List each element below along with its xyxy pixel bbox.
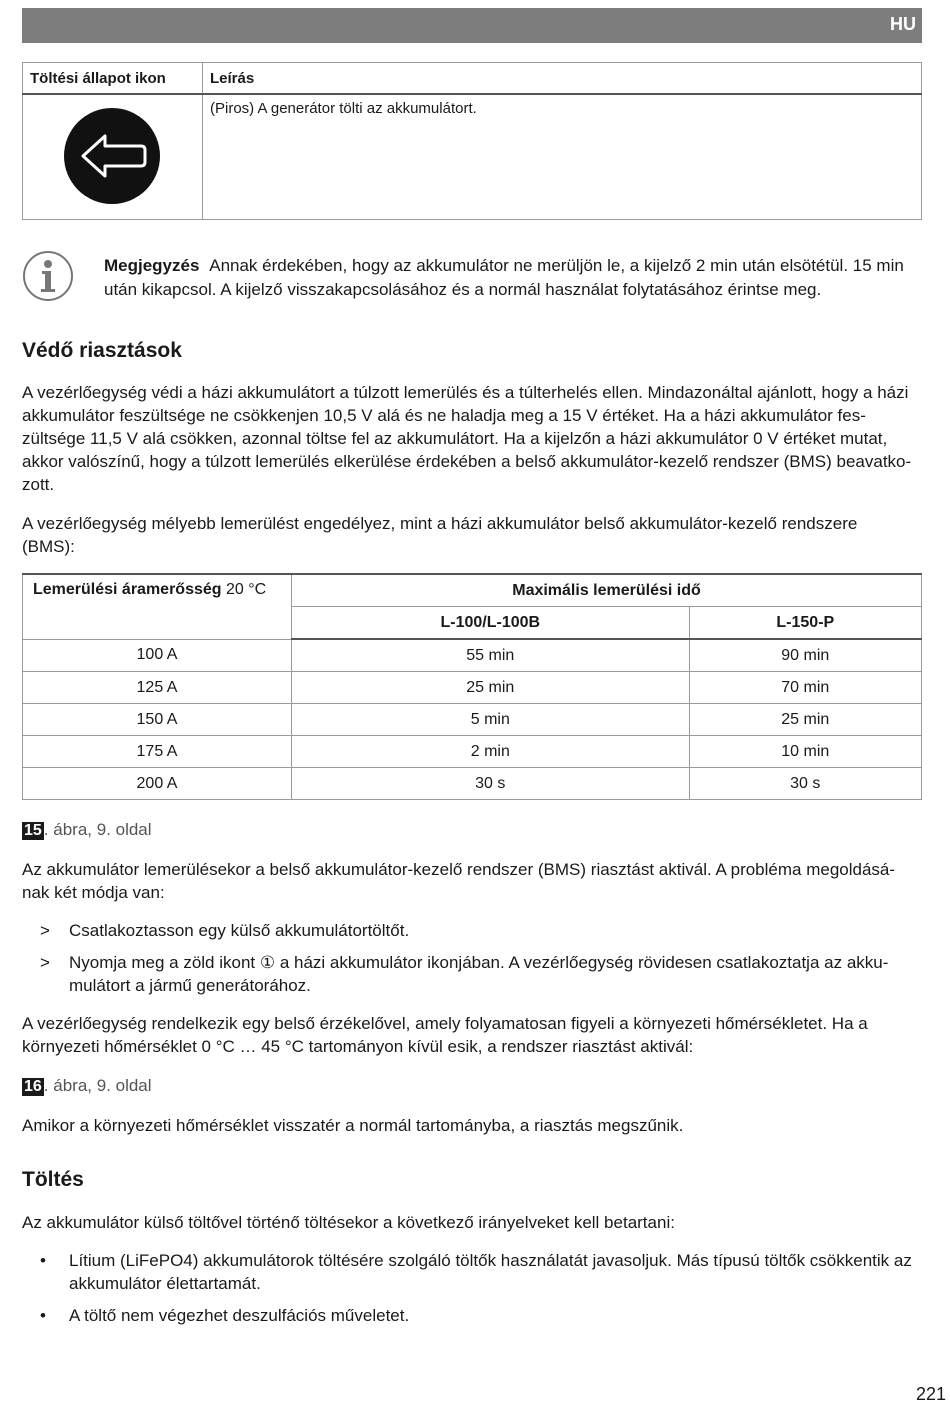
- step-marker: >: [40, 921, 50, 940]
- table-cell: 5 min: [292, 704, 690, 736]
- col-header-model: L-100/L-100B: [292, 607, 690, 640]
- table-cell: 70 min: [689, 672, 921, 704]
- list-item: [22, 1249, 912, 1295]
- figure-number: 16: [24, 1078, 42, 1095]
- col-header-icon: Töltési állapot ikon: [23, 63, 203, 95]
- table-row: [23, 736, 922, 768]
- table-cell: 25 min: [689, 704, 921, 736]
- table-cell: 175 A: [23, 736, 292, 768]
- list-item-text: Nyomja meg a zöld ikont ① a házi akkumulátor ikonjában. A vezérlőegység rövidesen csatlakoztatja az akkumulátort a jármű generátorához.: [69, 953, 889, 995]
- bullet-marker: •: [40, 1306, 46, 1325]
- figure-reference-text: . ábra, 9. oldal: [43, 820, 152, 839]
- language-code: HU: [890, 14, 916, 34]
- table-cell: 100 A: [23, 639, 292, 672]
- list-item: [22, 1304, 912, 1327]
- discharge-time-table: [22, 573, 922, 800]
- table-cell: 25 min: [292, 672, 690, 704]
- col-header-max-discharge-time: Maximális lemerülési idő: [292, 574, 922, 607]
- table-cell: 30 s: [689, 768, 921, 800]
- table-cell: 150 A: [23, 704, 292, 736]
- paragraph: Az akkumulátor lemerülésekor a belső akkumulátor-kezelő rendszer (BMS) riasztást aktivál. A probléma megoldásának két módja van:: [22, 860, 896, 902]
- note-body: Annak érdekében, hogy az akkumulátor ne merüljön le, a kijelző 2 min után elsötétül. 15 min után kikapcsol. A kijelző visszakapcsolásához és a normál használat folytatásához érintse meg.: [104, 256, 904, 299]
- table-cell: 55 min: [292, 639, 690, 672]
- paragraph: Amikor a környezeti hőmérséklet visszatér a normál tartományba, a riasztás megszűnik.: [22, 1116, 684, 1135]
- arrow-left-icon: [63, 107, 161, 205]
- table-row: [23, 704, 922, 736]
- table-cell: 125 A: [23, 672, 292, 704]
- paragraph: A vezérlőegység mélyebb lemerülést engedélyez, mint a házi akkumulátor belső akkumulátor-kezelő rendszere (BMS):: [22, 514, 858, 556]
- bullet-list: [22, 1249, 912, 1336]
- step-marker: >: [40, 953, 50, 972]
- table-row: [23, 94, 922, 220]
- figure-reference-15: [22, 820, 152, 840]
- col-header-model: L-150-P: [689, 607, 921, 640]
- table-cell: 30 s: [292, 768, 690, 800]
- section-title-charging: Töltés: [22, 1168, 84, 1191]
- col-header-description: Leírás: [203, 63, 922, 95]
- list-item: [22, 951, 912, 997]
- table-row: [23, 639, 922, 672]
- note-text: [104, 254, 904, 302]
- header-bar: [22, 8, 922, 43]
- step-list: [22, 919, 912, 1006]
- table-cell: 2 min: [292, 736, 690, 768]
- section-title-protective-alarms: Védő riasztások: [22, 339, 182, 362]
- icon-cell: [23, 94, 203, 220]
- table-cell: 90 min: [689, 639, 921, 672]
- table-row: [23, 768, 922, 800]
- col-header-discharge-current: Lemerülési áramerősség 20 °C: [23, 574, 292, 639]
- table-cell: 200 A: [23, 768, 292, 800]
- table-row: [23, 672, 922, 704]
- paragraph: Az akkumulátor külső töltővel történő töltésekor a következő irányelveket kell betartani:: [22, 1213, 675, 1232]
- list-item-text: Lítium (LiFePO4) akkumulátorok töltésére szolgáló töltők használatát javasoljuk. Más típusú töltők csökkentik az akkumulátor élettartamát.: [69, 1251, 912, 1293]
- list-item-text: A töltő nem végezhet deszulfációs műveletet.: [69, 1306, 410, 1325]
- page-number: 221: [915, 1384, 946, 1404]
- description-cell: (Piros) A generátor tölti az akkumulátort.: [203, 94, 922, 220]
- info-icon: [22, 250, 74, 302]
- figure-reference-text: . ábra, 9. oldal: [43, 1076, 152, 1095]
- list-item-text: Csatlakoztasson egy külső akkumulátortöltőt.: [69, 921, 410, 940]
- list-item: [22, 919, 912, 942]
- charge-status-table: [22, 62, 922, 220]
- table-cell: 10 min: [689, 736, 921, 768]
- paragraph: A vezérlőegység védi a házi akkumulátort a túlzott lemerülés és a túlterhelés ellen. Mindazonáltal ajánlott, hogy a házi akkumulátor feszültsége ne csökkenjen 10,5 V alá és ne haladja meg a 15 V értéket. Ha a házi akkumulátor feszültsége 11,5 V alá csökken, azonnal töltse fel az akkumulátort. Ha a kijelzőn a házi akkumulátor 0 V értéket mutat, akkor valószínű, hogy a túlzott lemerülés elkerülése érdekében a belső akkumulátor-kezelő rendszer (BMS) beavatkozott.: [22, 383, 912, 494]
- figure-number: 15: [24, 822, 42, 839]
- bullet-marker: •: [40, 1251, 46, 1270]
- note-label: Megjegyzés: [104, 256, 200, 275]
- paragraph: A vezérlőegység rendelkezik egy belső érzékelővel, amely folyamatosan figyeli a környezeti hőmérsékletet. Ha a környezeti hőmérséklet 0 °C … 45 °C tartományon kívül esik, a rendszer riasztást aktivál:: [22, 1014, 868, 1056]
- figure-reference-16: [22, 1076, 152, 1096]
